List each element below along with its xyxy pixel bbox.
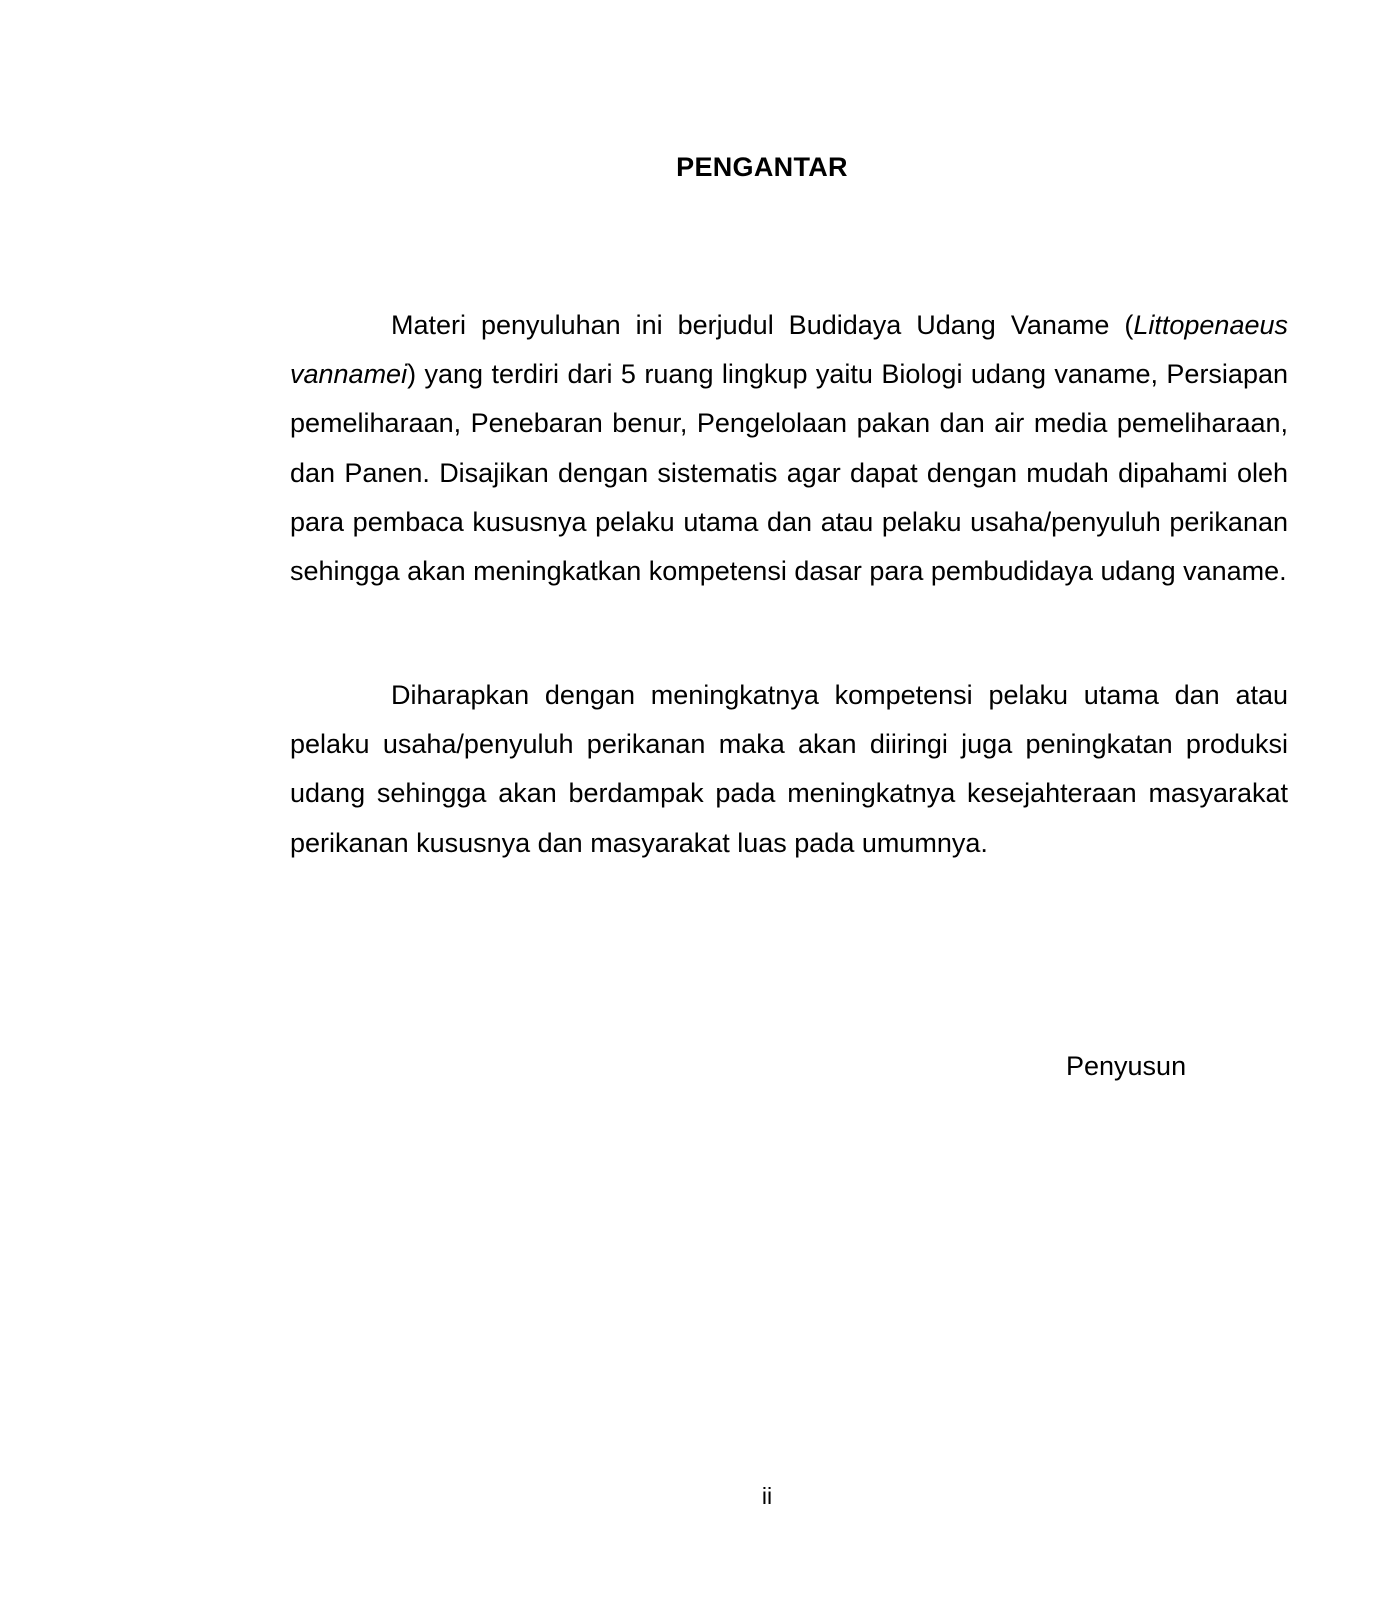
page-number: ii: [761, 1483, 773, 1509]
scientific-name: Littopenaeus vannamei: [290, 310, 1288, 390]
intro-paragraph-text-start: Materi penyuluhan ini berjudul Budidaya Udang Vaname (: [391, 310, 1134, 340]
intro-paragraph: [290, 301, 1288, 596]
expectation-paragraph: Diharapkan dengan meningkatnya kompetensi pelaku utama dan atau pelaku usaha/penyuluh perikanan maka akan diiringi juga peningkatan produksi udang sehingga akan berdampak pada meningkatnya kesejahteraan masyarakat perikanan kususnya dan masyarakat luas pada umumnya.: [290, 680, 1288, 858]
intro-paragraph-text-end: ) yang terdiri dari 5 ruang lingkup yaitu Biologi udang vaname, Persiapan pemeliharaan, Penebaran benur, Pengelolaan pakan dan air media pemeliharaan, dan Panen. Disajikan dengan sistematis agar dapat dengan mudah dipahami oleh para pembaca kususnya pelaku utama dan atau pelaku usaha/penyuluh perikanan sehingga akan meningkatkan kompetensi dasar para pembudidaya udang vaname.: [290, 359, 1288, 587]
page-title: PENGANTAR: [676, 152, 848, 183]
author-signature: Penyusun: [1066, 1051, 1187, 1081]
